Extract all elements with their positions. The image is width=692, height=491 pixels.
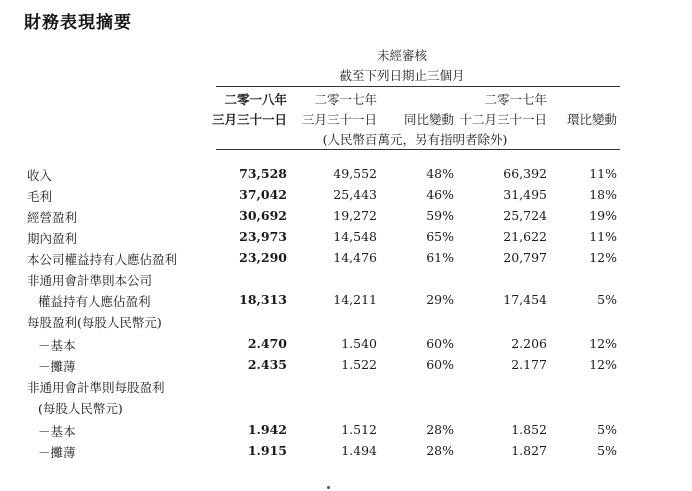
value-qoq: 19% [589, 208, 617, 223]
unit-note: (人民幣百萬元，另有指明者除外) [322, 132, 508, 147]
value-yoy: 29% [426, 292, 454, 307]
value-2018q1: 2.435 [247, 357, 287, 372]
value-2017q4: 17,454 [503, 292, 547, 307]
row-label: (每股人民幣元) [38, 401, 123, 416]
value-2017q1: 1.494 [341, 443, 377, 458]
value-2017q1: 14,548 [333, 229, 377, 244]
value-2018q1: 2.470 [247, 336, 287, 351]
value-2017q4: 2.206 [511, 336, 547, 351]
value-qoq: 5% [597, 422, 617, 437]
row-label: 本公司權益持有人應佔盈利 [27, 252, 178, 267]
value-2017q1: 49,552 [333, 166, 377, 181]
row-label: 經營盈利 [27, 210, 78, 225]
table-row [0, 422, 692, 442]
table-row [0, 250, 692, 270]
row-label: 期內盈利 [27, 231, 78, 246]
table-row [0, 166, 692, 186]
value-2017q4: 1.852 [511, 422, 547, 437]
value-2017q4: 31,495 [503, 187, 547, 202]
value-qoq: 5% [597, 292, 617, 307]
value-2018q1: 30,692 [239, 208, 287, 223]
value-2017q1: 1.512 [341, 422, 377, 437]
value-2017q4: 1.827 [511, 443, 547, 458]
value-yoy: 65% [426, 229, 454, 244]
value-2017q1: 14,211 [333, 292, 377, 307]
col4-header-year: 二零一七年 [484, 92, 547, 107]
table-row [0, 229, 692, 249]
table-row [0, 399, 692, 419]
table-row [0, 208, 692, 228]
value-2017q4: 2.177 [511, 357, 547, 372]
value-yoy: 60% [426, 336, 454, 351]
value-2018q1: 18,313 [239, 292, 287, 307]
unaudited-header: 未經審核 [376, 48, 428, 63]
value-yoy: 28% [426, 422, 454, 437]
value-2017q4: 66,392 [503, 166, 547, 181]
page-mark [327, 486, 330, 489]
row-label: －攤薄 [38, 359, 76, 374]
value-2018q1: 1.942 [247, 422, 287, 437]
table-row [0, 443, 692, 463]
value-yoy: 61% [426, 250, 454, 265]
value-yoy: 48% [426, 166, 454, 181]
row-label: 每股盈利(每股人民幣元) [27, 315, 162, 330]
table-row [0, 336, 692, 356]
header-bottom-rule [216, 149, 620, 150]
row-label: 非通用會計準則本公司 [27, 273, 153, 288]
value-2017q1: 14,476 [333, 250, 377, 265]
table-row [0, 357, 692, 377]
table-row [0, 313, 692, 333]
value-yoy: 46% [426, 187, 454, 202]
value-qoq: 5% [597, 443, 617, 458]
value-qoq: 18% [589, 187, 617, 202]
value-2017q4: 21,622 [503, 229, 547, 244]
value-yoy: 59% [426, 208, 454, 223]
value-2018q1: 37,042 [239, 187, 287, 202]
table-row [0, 187, 692, 207]
value-2018q1: 23,973 [239, 229, 287, 244]
col2-header-date: 三月三十一日 [301, 112, 377, 127]
col4-header-date: 十二月三十一日 [459, 112, 547, 127]
value-2017q1: 25,443 [333, 187, 377, 202]
row-label: 非通用會計準則每股盈利 [27, 380, 165, 395]
table-row [0, 378, 692, 398]
value-2018q1: 1.915 [247, 443, 287, 458]
value-2017q1: 1.540 [341, 336, 377, 351]
period-header: 截至下列日期止三個月 [339, 68, 465, 83]
value-qoq: 12% [589, 250, 617, 265]
value-qoq: 11% [589, 229, 617, 244]
table-row [0, 292, 692, 312]
col5-header: 環比變動 [566, 112, 617, 127]
value-2017q4: 20,797 [503, 250, 547, 265]
col1-header-year: 二零一八年 [224, 92, 287, 107]
value-yoy: 60% [426, 357, 454, 372]
row-label: 權益持有人應佔盈利 [38, 294, 151, 309]
table-row [0, 271, 692, 291]
row-label: 毛利 [27, 189, 53, 204]
header-rule [216, 86, 620, 87]
value-yoy: 28% [426, 443, 454, 458]
col1-header-date: 三月三十一日 [211, 112, 287, 127]
col3-header: 同比變動 [403, 112, 454, 127]
page-title: 財務表現摘要 [24, 13, 132, 33]
row-label: －基本 [38, 424, 76, 439]
value-2017q1: 1.522 [341, 357, 377, 372]
row-label: 收入 [27, 168, 53, 183]
value-qoq: 12% [589, 357, 617, 372]
value-2018q1: 23,290 [239, 250, 287, 265]
col2-header-year: 二零一七年 [314, 92, 377, 107]
value-2017q1: 19,272 [333, 208, 377, 223]
value-qoq: 12% [589, 336, 617, 351]
value-2018q1: 73,528 [239, 166, 287, 181]
row-label: －基本 [38, 338, 76, 353]
row-label: －攤薄 [38, 445, 76, 460]
value-2017q4: 25,724 [503, 208, 547, 223]
value-qoq: 11% [589, 166, 617, 181]
